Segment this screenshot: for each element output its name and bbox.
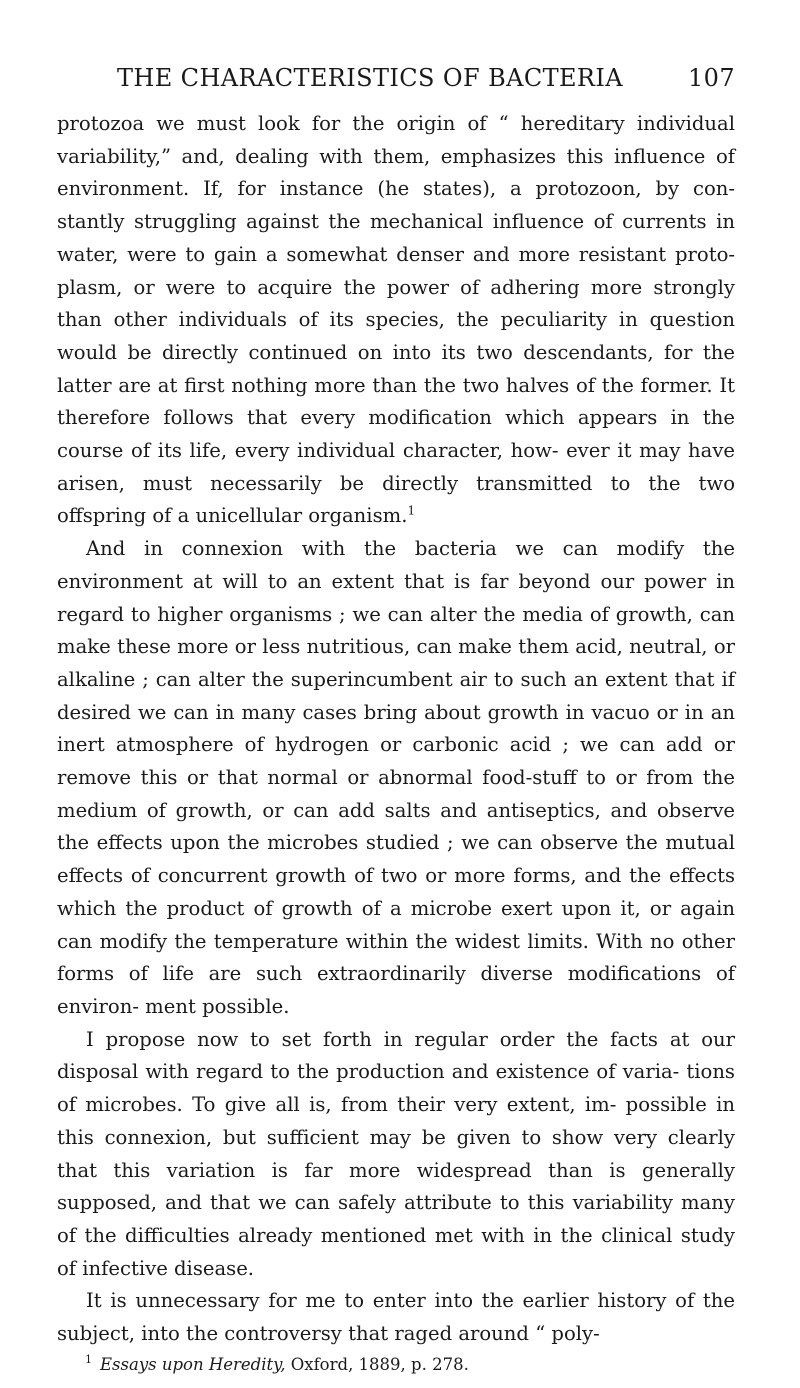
paragraph-4: It is unnecessary for me to enter into the earlier history of the subject, into the controversy that raged around “ poly- — [57, 1289, 735, 1346]
body-text — [57, 108, 735, 1351]
book-page — [57, 58, 735, 1377]
footnote-reference: 1 — [407, 503, 416, 518]
footnote-mark: 1 — [85, 1353, 92, 1367]
running-head — [57, 58, 735, 98]
paragraph-3: I propose now to set forth in regular order the facts at our disposal with regard to the production and existence of varia- tions of microbes. To give all is, from their very extent, im- possible in this connexion, but sufficient may be given to show very clearly that this variation is far more widespread than is generally supposed, and that we can safely attribute to this variability many of the difficulties already mentioned met with in the clinical study of infective disease. — [57, 1027, 735, 1280]
running-title: THE CHARACTERISTICS OF BACTERIA — [117, 64, 624, 92]
footnote-citation: Oxford, 1889, p. 278. — [285, 1354, 469, 1374]
page-number: 107 — [687, 64, 735, 92]
footnote-title: Essays upon Heredity, — [100, 1354, 286, 1374]
footnote — [57, 1353, 735, 1377]
paragraph-1-text: protozoa we must look for the origin of “ hereditary individual variability,” and, dealing with them, emphasizes this influence of environment. If, for instance (he states), a protozoon, by con- stantly struggling against the mechanical influence of currents in water, were to gain a somewhat denser and more resistant proto- plasm, or were to acquire the power of adhering more strongly than other individuals of its species, the peculiarity in question would be directly continued on into its two descendants, for the latter are at first nothing more than the two halves of the former. It therefore follows that every modification which appears in the course of its life, every individual character, how- ever it may have arisen, must necessarily be directly transmitted to the two offspring of a unicellular organism. — [57, 112, 735, 528]
paragraph-2: And in connexion with the bacteria we can modify the environment at will to an extent that is far beyond our power in regard to higher organisms ; we can alter the media of growth, can make these more or less nutritious, can make them acid, neutral, or alkaline ; can alter the superincumbent air to such an extent that if desired we can in many cases bring about growth in vacuo or in an inert atmosphere of hydrogen or carbonic acid ; we can add or remove this or that normal or abnormal food-stuff to or from the medium of growth, or can add salts and antiseptics, and observe the effects upon the microbes studied ; we can observe the mutual effects of concurrent growth of two or more forms, and the effects which the product of growth of a microbe exert upon it, or again can modify the temperature within the widest limits. With no other forms of life are such extraordinarily diverse modifications of environ- ment possible. — [57, 537, 735, 1018]
paragraph-1 — [57, 108, 735, 533]
